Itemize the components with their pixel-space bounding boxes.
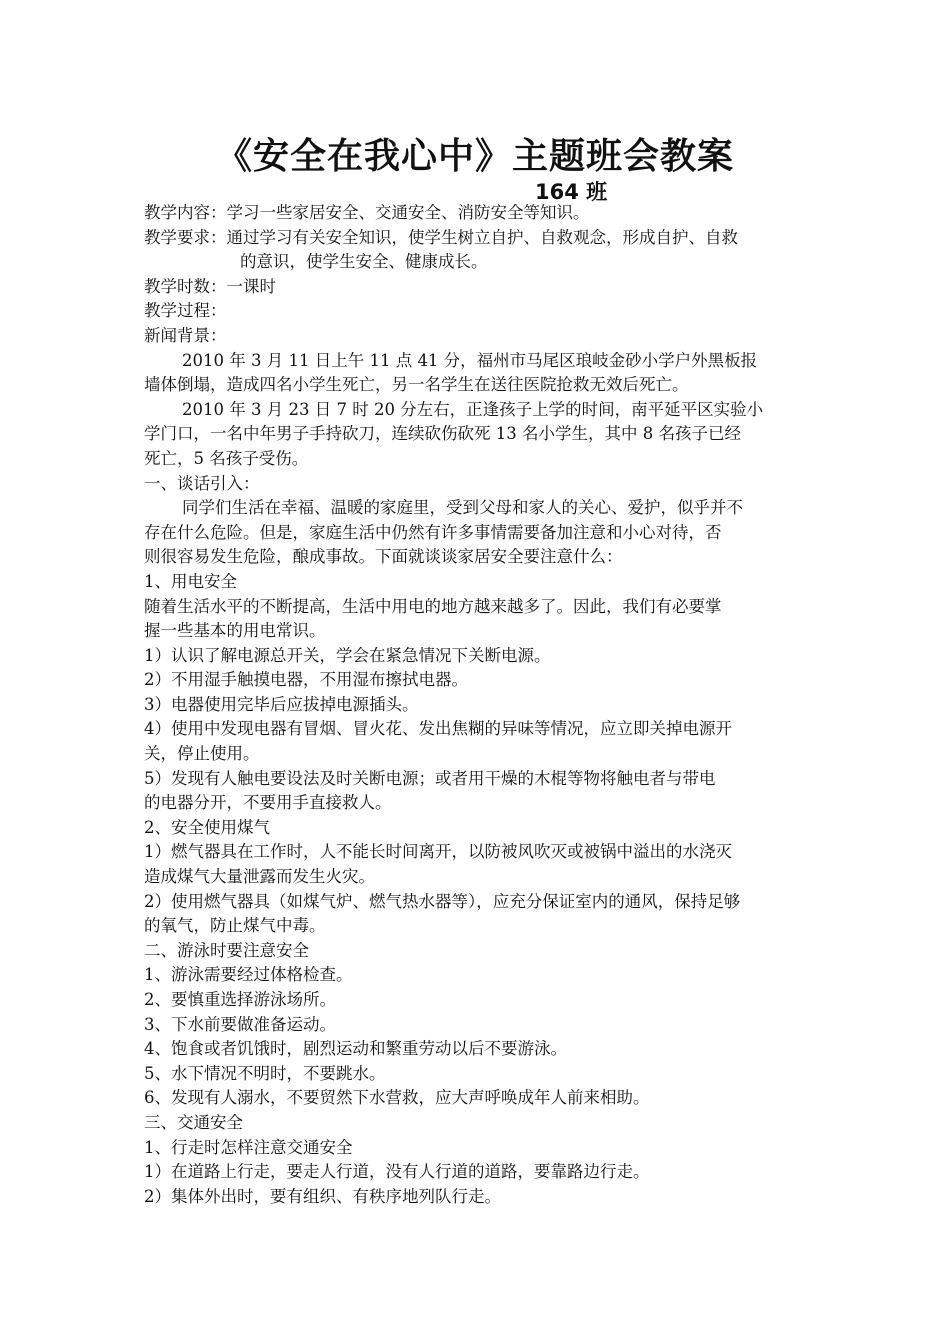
news-paragraph-1-cont: 墙体倒塌，造成四名小学生死亡，另一名学生在送往医院抢救无效后死亡。 xyxy=(144,375,689,395)
electric-item-1: 1）认识了解电源总开关，学会在紧急情况下关断电源。 xyxy=(144,645,551,665)
requirement-label: 教学要求： xyxy=(144,227,227,247)
content-label: 教学内容： xyxy=(144,203,227,222)
gas-safety-title: 2、安全使用煤气 xyxy=(144,817,270,837)
gas-item-2: 2）使用燃气器具（如煤气炉、燃气热水器等），应充分保证室内的通风，保持足够 xyxy=(144,891,741,911)
traffic-item-1: 1）在道路上行走，要走人行道，没有人行道的道路，要靠路边行走。 xyxy=(144,1162,650,1182)
electric-desc-cont: 握一些基本的用电常识。 xyxy=(144,621,326,641)
page-title: 《安全在我心中》主题班会教案 xyxy=(215,136,734,177)
news-paragraph-2: 2010 年 3 月 23 日 7 时 20 分左右，正逢孩子上学的时间，南平延平区实验小 xyxy=(182,399,764,419)
electric-item-3: 3）电器使用完毕后应拔掉电源插头。 xyxy=(144,694,419,714)
hours-label: 教学时数： xyxy=(144,276,227,296)
electric-item-5-cont: 的电器分开，不要用手直接救人。 xyxy=(144,793,392,813)
intro-paragraph: 同学们生活在幸福、温暖的家庭里，受到父母和家人的关心、爱护，似乎并不 xyxy=(182,498,743,518)
class-label: 164 班 xyxy=(535,180,608,204)
news-paragraph-2-end: 死亡，5 名孩子受伤。 xyxy=(144,448,309,468)
section-3-heading: 三、交通安全 xyxy=(144,1112,243,1132)
intro-paragraph-cont: 存在什么危险。但是，家庭生活中仍然有许多事情需要备加注意和小心对待，否 xyxy=(144,522,722,542)
requirement-text-2: 的意识，使学生安全、健康成长。 xyxy=(240,252,488,272)
gas-item-1-cont: 造成煤气大量泄露而发生火灾。 xyxy=(144,867,375,887)
content-line xyxy=(144,201,812,226)
gas-item-2-cont: 的氧气，防止煤气中毒。 xyxy=(144,916,326,936)
electric-item-4: 4）使用中发现电器有冒烟、冒火花、发出焦糊的异味等情况，应立即关掉电源开 xyxy=(144,719,732,739)
requirement-text-1: 通过学习有关安全知识，使学生树立自护、自救观念，形成自护、自救 xyxy=(226,227,738,247)
section-1-heading: 一、谈话引入： xyxy=(144,473,260,493)
document-body xyxy=(144,201,812,1209)
electric-item-5: 5）发现有人触电要设法及时关断电源；或者用干燥的木棍等物将触电者与带电 xyxy=(144,768,716,788)
gas-item-1: 1）燃气器具在工作时，人不能长时间离开，以防被风吹灭或被锅中溢出的水浇灭 xyxy=(144,842,732,862)
electric-item-2: 2）不用湿手触摸电器，不用湿布擦拭电器。 xyxy=(144,670,468,690)
electric-item-4-cont: 关，停止使用。 xyxy=(144,744,260,764)
electric-safety-title: 1、用电安全 xyxy=(144,571,237,591)
intro-paragraph-end: 则很容易发生危险，酿成事故。下面就谈谈家居安全要注意什么： xyxy=(144,547,623,567)
hours-text: 一课时 xyxy=(226,276,276,296)
news-paragraph-2-cont: 学门口，一名中年男子手持砍刀，连续砍伤砍死 13 名小学生，其中 8 名孩子已经 xyxy=(144,424,741,444)
content-text: 学习一些家居安全、交通安全、消防安全等知识。 xyxy=(226,203,590,222)
process-label: 教学过程： xyxy=(144,301,227,321)
swim-item-4: 4、饱食或者饥饿时，剧烈运动和繁重劳动以后不要游泳。 xyxy=(144,1039,567,1059)
walking-safety-title: 1、行走时怎样注意交通安全 xyxy=(144,1137,353,1157)
swim-item-1: 1、游泳需要经过体格检查。 xyxy=(144,965,353,985)
news-label: 新闻背景： xyxy=(144,325,227,345)
section-2-heading: 二、游泳时要注意安全 xyxy=(144,940,309,960)
swim-item-5: 5、水下情况不明时，不要跳水。 xyxy=(144,1063,386,1083)
hours-line xyxy=(144,275,812,300)
electric-desc: 随着生活水平的不断提高，生活中用电的地方越来越多了。因此，我们有必要掌 xyxy=(144,596,722,616)
swim-item-3: 3、下水前要做准备运动。 xyxy=(144,1014,336,1034)
swim-item-6: 6、发现有人溺水，不要贸然下水营救，应大声呼唤成年人前来相助。 xyxy=(144,1088,650,1108)
swim-item-2: 2、要慎重选择游泳场所。 xyxy=(144,990,336,1009)
traffic-item-2: 2）集体外出时，要有组织、有秩序地列队行走。 xyxy=(144,1186,501,1206)
news-paragraph-1: 2010 年 3 月 11 日上午 11 点 41 分，福州市马尾区琅岐金砂小学户外黑板报 xyxy=(182,350,758,370)
requirement-line xyxy=(144,226,812,251)
